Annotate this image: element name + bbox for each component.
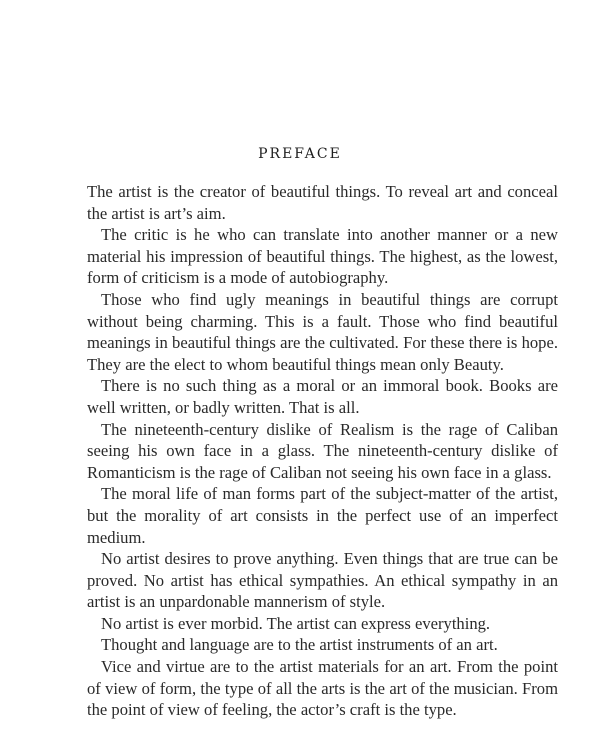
paragraph-10: Vice and virtue are to the artist materials for an art. From the point of view of form, the type of all the arts is the art of the musician. From the point of view of feeling, the actor’s craft is the type. bbox=[87, 657, 558, 720]
paragraph-2: The critic is he who can translate into another manner or a new material his impression of beautiful things. The highest, as the lowest, form of criticism is a mode of autobiography. bbox=[87, 225, 558, 288]
page-title: PREFACE bbox=[258, 146, 342, 162]
paragraph-4: There is no such thing as a moral or an immoral book. Books are well written, or badly written. That is all. bbox=[87, 376, 558, 417]
paragraph-9: Thought and language are to the artist instruments of an art. bbox=[101, 635, 498, 655]
preface-text bbox=[87, 181, 558, 721]
paragraph-8: No artist is ever morbid. The artist can express everything. bbox=[101, 613, 491, 633]
paragraph-7: No artist desires to prove anything. Even things that are true can be proved. No artist has ethical sympathies. An ethical sympathy in an artist is an unpardonable mannerism of style. bbox=[87, 549, 558, 612]
paragraph-3: Those who find ugly meanings in beautiful things are corrupt without being charming. This is a fault. Those who find beautiful meanings in beautiful things are the cultivated. For these there is hope. They are the elect to whom beautiful things mean only Beauty. bbox=[87, 289, 558, 374]
paragraph-1: The artist is the creator of beautiful things. To reveal art and conceal the artist is art’s aim. bbox=[87, 182, 558, 223]
paragraph-6: The moral life of man forms part of the subject-matter of the artist, but the morality of art consists in the perfect use of an imperfect medium. bbox=[87, 484, 558, 547]
paragraph-5: The nineteenth-century dislike of Realism is the rage of Caliban seeing his own face in a glass. The nineteenth-century dislike of Romanticism is the rage of Caliban not seeing his own face in a glass. bbox=[87, 419, 558, 482]
